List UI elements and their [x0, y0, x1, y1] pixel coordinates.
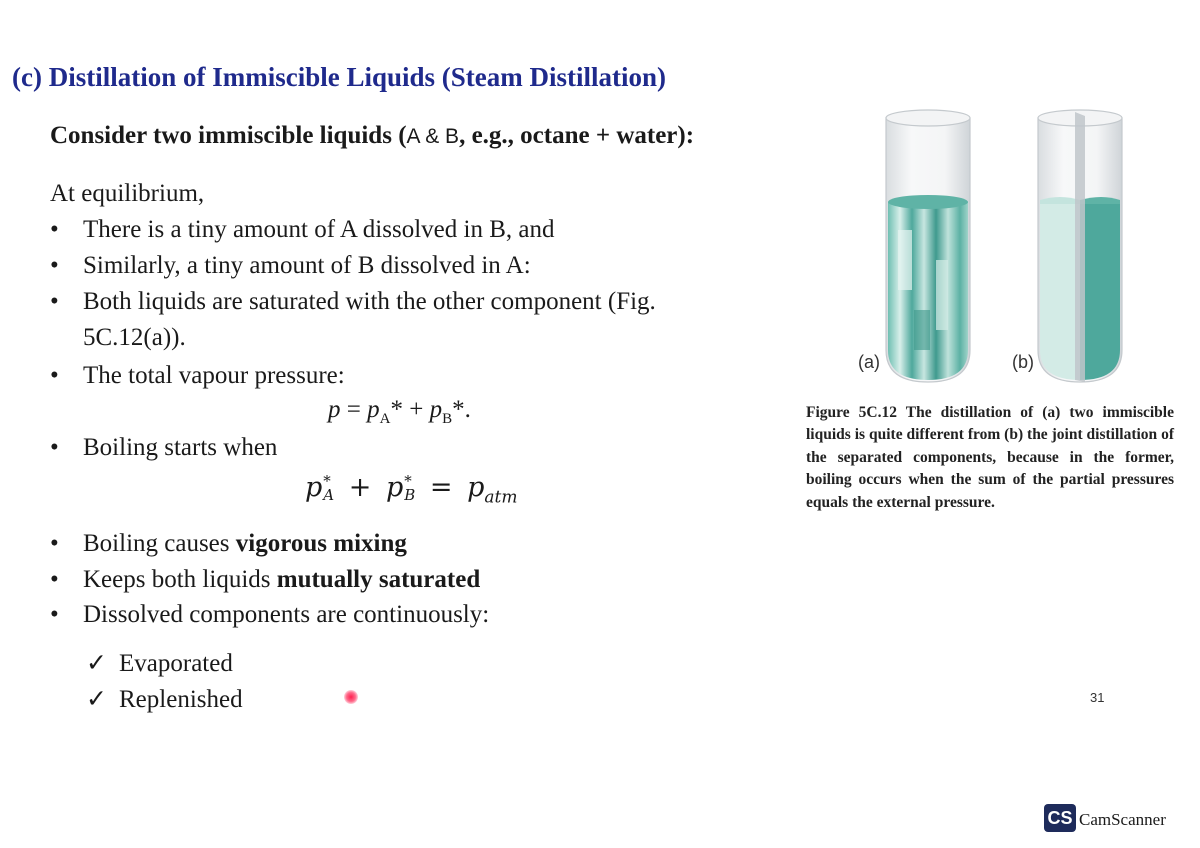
- bullet-glyph: •: [50, 434, 59, 461]
- formula-symbol: p: [429, 396, 443, 423]
- formula-superscript: *: [323, 472, 331, 490]
- bullet-glyph: •: [50, 252, 59, 279]
- bullet-glyph: •: [50, 530, 59, 557]
- tube-a: [886, 110, 970, 382]
- bullet-text: Dissolved components are continuously:: [83, 601, 490, 628]
- bullet-glyph: •: [50, 566, 59, 593]
- bullet-item: [50, 288, 656, 316]
- camscanner-watermark: CamScanner: [1079, 810, 1166, 829]
- check-text: Evaporated: [119, 650, 233, 677]
- intro-lead: Consider two immiscible liquids (: [50, 122, 407, 149]
- figure-caption: Figure 5C.12 The distillation of (a) two immiscible liquids is quite different from (b) the joint distillation of the separated components, because in the former, boiling occurs when the sum of the partial pressures equals the external pressure.: [806, 404, 1174, 511]
- page-number: 31: [1090, 690, 1105, 705]
- bullet-text: Boiling starts when: [83, 434, 278, 461]
- bullet-text: The total vapour pressure:: [83, 362, 345, 389]
- formula-subscript: atm: [484, 487, 518, 508]
- bullet-text: Similarly, a tiny amount of B dissolved in A:: [83, 252, 531, 279]
- formula-star: *.: [452, 396, 471, 423]
- camscanner-logo-icon: CS: [1044, 804, 1076, 832]
- formula-total-pressure: [328, 396, 471, 428]
- equilibrium-lead: At equilibrium,: [50, 180, 205, 207]
- formula-star: *: [390, 396, 403, 423]
- bullet-glyph: •: [50, 288, 59, 315]
- formula-symbol: p: [467, 472, 485, 503]
- formula-boiling-condition: [305, 472, 517, 507]
- formula-superscript: *: [404, 472, 412, 490]
- formula-subscript: A: [323, 485, 335, 504]
- intro-line: [50, 122, 694, 150]
- check-icon: ✓: [86, 686, 107, 713]
- formula-operator: +: [348, 472, 372, 503]
- check-text: Replenished: [119, 686, 243, 713]
- figure-label-b: (b): [1012, 352, 1034, 372]
- bullet-continuation: 5C.12(a)).: [83, 324, 186, 351]
- bullet-item: [50, 252, 531, 280]
- formula-symbol: p: [328, 396, 341, 423]
- bullet-bold-text: mutually saturated: [276, 566, 481, 593]
- bullet-item: [50, 530, 407, 558]
- figure-label-a: (a): [858, 352, 880, 372]
- laser-pointer-dot: [344, 690, 358, 704]
- slide-title: (c) Distillation of Immiscible Liquids (Steam Distillation): [12, 62, 666, 92]
- bullet-glyph: •: [50, 601, 59, 628]
- bullet-text: Both liquids are saturated with the other component (Fig.: [83, 288, 656, 315]
- bullet-item: [50, 566, 480, 594]
- formula-operator: =: [346, 396, 361, 423]
- bullet-glyph: •: [50, 216, 59, 243]
- intro-ab: A & B: [406, 125, 460, 148]
- check-icon: ✓: [86, 650, 107, 677]
- bullet-item: [50, 601, 489, 629]
- bullet-glyph: •: [50, 362, 59, 389]
- check-item: [86, 684, 243, 714]
- bullet-item: [50, 362, 345, 390]
- bullet-text: Boiling causes: [83, 530, 236, 557]
- formula-symbol: p: [385, 472, 404, 503]
- check-item: [86, 648, 233, 678]
- formula-operator: =: [429, 472, 453, 503]
- formula-subscript: B: [404, 485, 416, 504]
- formula-supsub: [323, 472, 335, 504]
- formula-symbol: p: [305, 472, 323, 503]
- test-tubes-figure: [870, 100, 1190, 390]
- bullet-text: Keeps both liquids: [83, 566, 277, 593]
- formula-subscript: B: [442, 411, 453, 427]
- formula-supsub: [404, 472, 416, 504]
- formula-symbol: p: [367, 396, 380, 423]
- formula-operator: +: [409, 396, 424, 423]
- bullet-text: There is a tiny amount of A dissolved in B, and: [83, 216, 555, 243]
- formula-subscript: A: [379, 411, 391, 427]
- tube-b: [1038, 110, 1122, 382]
- bullet-bold-text: vigorous mixing: [235, 530, 407, 557]
- intro-tail: , e.g., octane + water):: [459, 122, 695, 149]
- bullet-item: [50, 216, 554, 244]
- bullet-item: [50, 434, 277, 462]
